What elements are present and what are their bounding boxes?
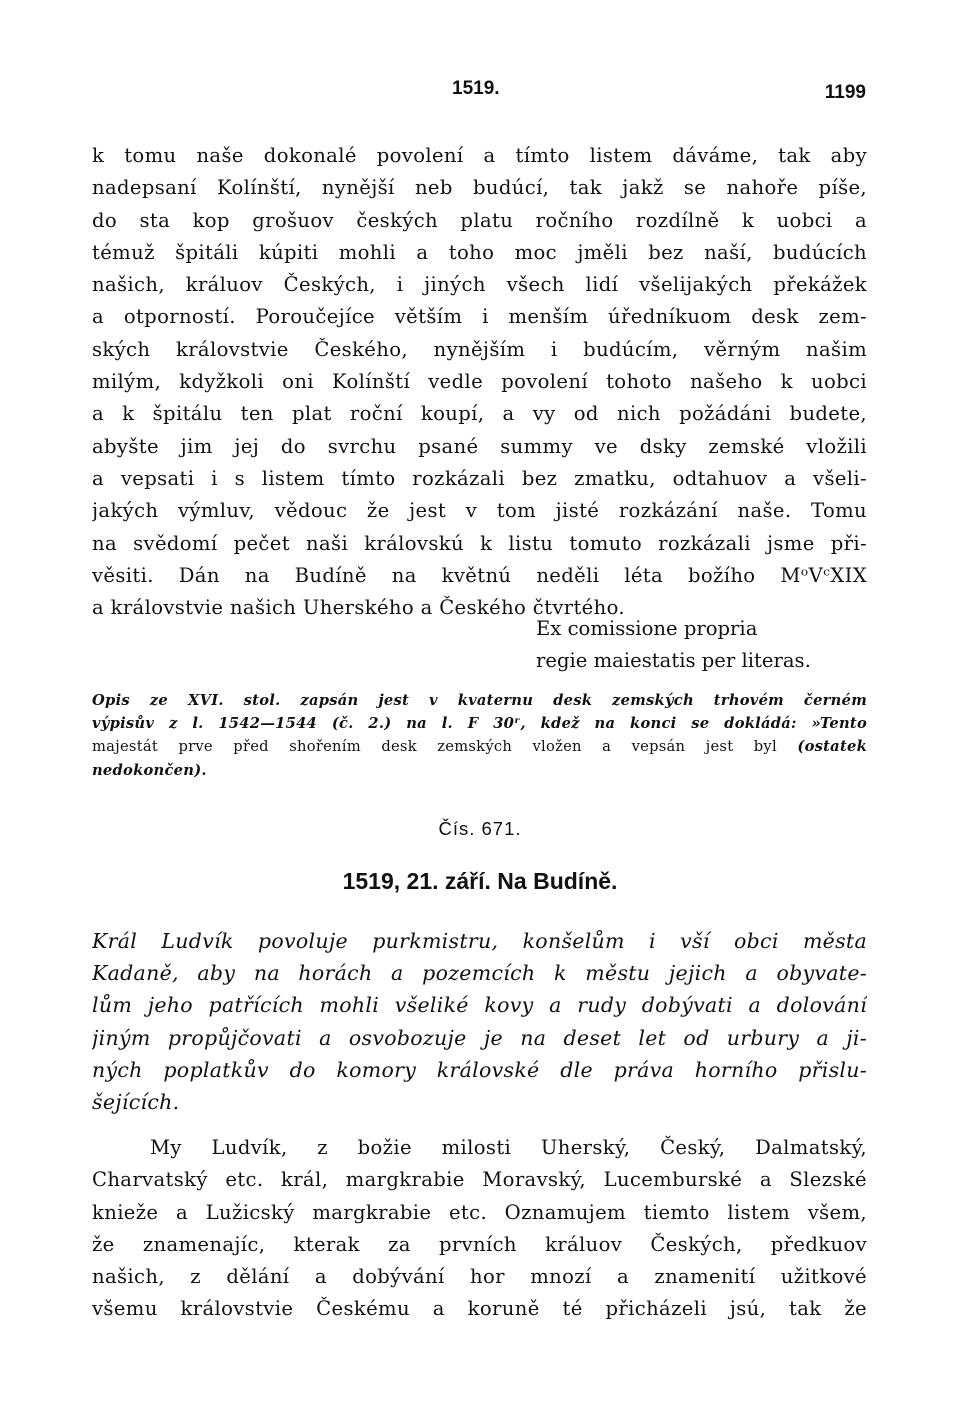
page-header xyxy=(0,78,960,108)
text-line: Charvatský etc. král, margkrabie Moravský, Lucemburské a Slezské xyxy=(92,1168,867,1192)
note-line: nedokončen). xyxy=(92,761,207,779)
summary-line: šejících. xyxy=(92,1089,180,1114)
text-line: a vepsati i s listem tímto rozkázali bez zmatku, odtahuov a všeli- xyxy=(92,466,867,490)
text-line: našich, z dělání a dobývání hor mnozí a znamenití užitkové xyxy=(92,1265,867,1289)
summary-line: Král Ludvík povoluje purkmistru, konšelům i vší obci města xyxy=(92,929,867,953)
text-line: věsiti. Dán na Budíně na květnú neděli léta božího MᵒVᶜXIX xyxy=(92,563,867,587)
text-line: ských královstvie Českého, nynějším i budúcím, věrným našim xyxy=(92,337,867,361)
text-line: abyšte jim jej do svrchu psané summy ve dsky zemské vložili xyxy=(92,434,867,458)
text-line: k tomu naše dokonalé povolení a tímto listem dáváme, tak aby xyxy=(92,144,867,167)
note-line xyxy=(92,735,867,758)
summary-line: jiným propůjčovati a osvobozuje je na deset let od urbury a ji- xyxy=(92,1025,867,1050)
page-number: 1199 xyxy=(824,82,866,103)
summary-line: Kadaně, aby na horách a pozemcích k městu jejich a obyvate- xyxy=(92,961,867,986)
document-number: Čís. 671. xyxy=(438,818,522,839)
note-italic-text: (ostatek xyxy=(797,738,867,756)
document-text xyxy=(92,1132,867,1326)
text-line: našich, králuov Českých, i jiných všech lidí všelijakých překážek xyxy=(92,273,867,297)
signature-line: Ex comissione propria xyxy=(536,617,758,640)
signature-block xyxy=(536,613,811,677)
text-line: milým, kdyžkoli oni Kolínští vedle povolení tohoto našeho k uobci xyxy=(92,370,867,394)
note-line: Opis ze XVI. stol. zapsán jest v kvaternu desk zemských trhovém černém xyxy=(92,692,867,709)
document-date: 1519, 21. září. Na Budíně. xyxy=(342,868,618,894)
source-note xyxy=(92,689,867,782)
text-line: a královstvie našich Uherského a Českého čtvrtého. xyxy=(92,596,625,620)
summary-line: lům jeho patřících mohli všeliké kovy a rudy dobývati a dolování xyxy=(92,993,867,1018)
text-line: témuž špitáli kúpiti mohli a toho moc jměli bez naší, budúcích xyxy=(92,240,867,264)
text-line: My Ludvík, z božie milosti Uherský, Český, Dalmatský, xyxy=(150,1136,867,1159)
text-line: a otporností. Poroučejíce větším i menším úředníkuom desk zem- xyxy=(92,305,867,329)
text-line: do sta kop grošuov českých platu ročního rozdílně k uobci a xyxy=(92,208,867,232)
header-year: 1519. xyxy=(452,78,500,99)
text-line: knieže a Lužicský margkrabie etc. Oznamujem tiemto listem všem, xyxy=(92,1200,867,1224)
document-summary xyxy=(92,925,867,1118)
signature-line: regie maiestatis per literas. xyxy=(536,649,811,672)
text-line: na svědomí pečet naši královskú k listu tomuto rozkázali jsme při- xyxy=(92,531,867,555)
text-line: jakých výmluv, vědouc že jest v tom jisté rozkázání naše. Tomu xyxy=(92,499,867,523)
note-line: výpisův z l. 1542—1544 (č. 2.) na l. F 30ʳ, kdež na konci se dokládá: »Tento xyxy=(92,715,867,733)
text-line: nadepsaní Kolínští, nynější neb budúcí, tak jakž se nahoře píše, xyxy=(92,176,867,200)
text-line: a k špitálu ten plat roční koupí, a vy od nich požádáni budete, xyxy=(92,402,867,426)
text-line: všemu královstvie Českému a koruně té přicházeli jsú, tak že xyxy=(92,1297,867,1321)
text-line: že znamenajíc, kterak za prvních králuov Českých, předkuov xyxy=(92,1232,867,1256)
note-text: majestát prve před shořením desk zemských vložen a vepsán jest byl xyxy=(92,738,798,756)
summary-line: ných poplatkův do komory královské dle práva horního přislu- xyxy=(92,1057,867,1082)
main-text xyxy=(92,140,867,624)
